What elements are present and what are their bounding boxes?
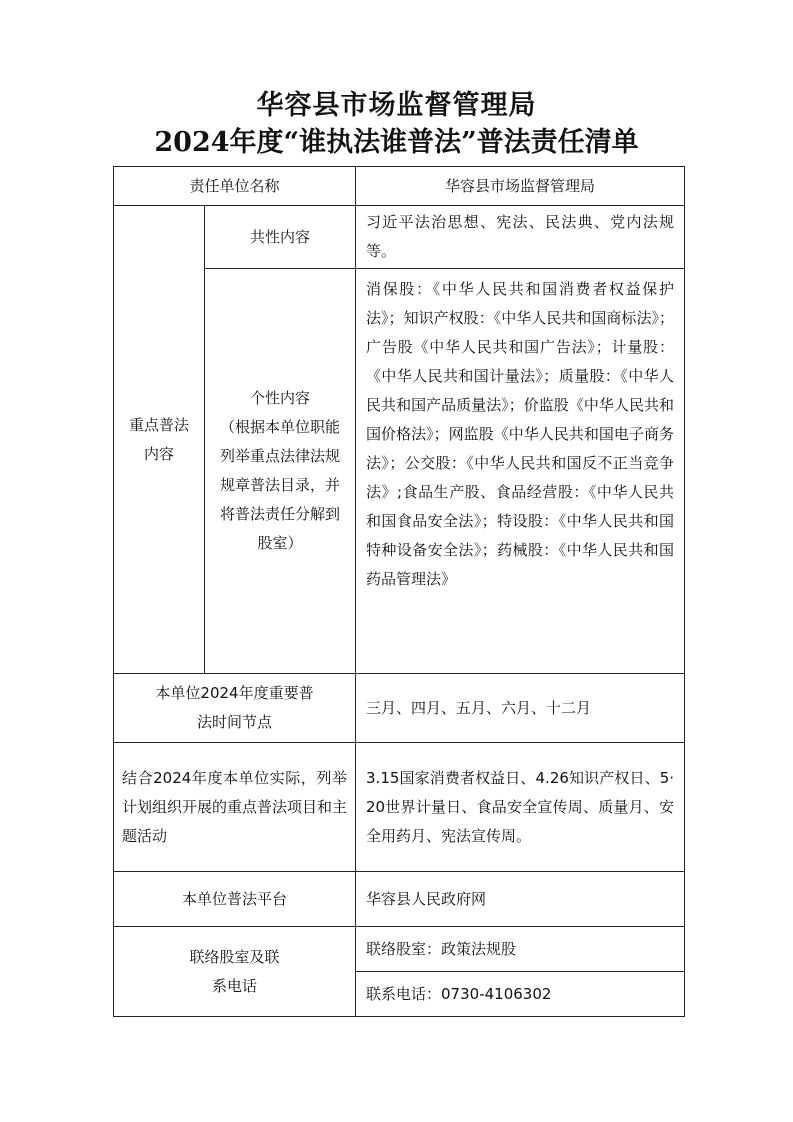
special-content-label: 个性内容 <box>250 389 311 407</box>
table-row <box>114 927 685 972</box>
special-content-cell <box>205 269 356 674</box>
responsibility-table <box>113 166 685 1017</box>
table-row <box>114 206 685 269</box>
table-row <box>114 674 685 743</box>
document-title <box>0 88 793 162</box>
common-content-value: 习近平法治思想、宪法、民法典、党内法规等。 <box>356 206 685 269</box>
common-content-label: 共性内容 <box>205 206 356 269</box>
table-row <box>114 167 685 206</box>
platform-label: 本单位普法平台 <box>114 872 356 927</box>
contact-office: 联络股室：政策法规股 <box>356 927 685 972</box>
contact-phone: 联系电话：0730-4106302 <box>356 972 685 1017</box>
title-line-2: 2024年度“谁执法谁普法”普法责任清单 <box>154 127 639 158</box>
contact-label: 联络股室及联系电话 <box>114 927 356 1017</box>
unit-name-label: 责任单位名称 <box>114 167 356 206</box>
table-row <box>114 743 685 872</box>
key-content-label: 重点普法内容 <box>114 206 205 674</box>
special-content-value: 消保股：《中华人民共和国消费者权益保护法》；知识产权股：《中华人民共和国商标法》；广告股《中华人民共和国广告法》；计量股：《中华人民共和国计量法》；质量股：《中华人民共和国产品质量法》；价监股《中华人民共和国价格法》；网监股《中华人民共和国电子商务法》；公交股：《中华人民共和国反不正当竞争法》;食品生产股、食品经营股：《中华人民共和国食品安全法》；特设股：《中华人民共和国特种设备安全法》；药械股：《中华人民共和国药品管理法》 <box>356 269 685 674</box>
platform-value: 华容县人民政府网 <box>356 872 685 927</box>
activities-label: 结合2024年度本单位实际，列举计划组织开展的重点普法项目和主题活动 <box>114 743 356 872</box>
activities-value: 3.15国家消费者权益日、4.26知识产权日、5·20世界计量日、食品安全宣传周、质量月、安全用药月、宪法宣传周。 <box>356 743 685 872</box>
table-row <box>114 872 685 927</box>
time-nodes-label: 本单位2024年度重要普法时间节点 <box>114 674 356 743</box>
time-nodes-value: 三月、四月、五月、六月、十二月 <box>356 674 685 743</box>
special-content-note: （根据本单位职能列举重点法律法规规章普法目录，并将普法责任分解到股室） <box>220 418 341 552</box>
unit-name-value: 华容县市场监督管理局 <box>356 167 685 206</box>
title-line-1: 华容县市场监督管理局 <box>256 90 537 121</box>
